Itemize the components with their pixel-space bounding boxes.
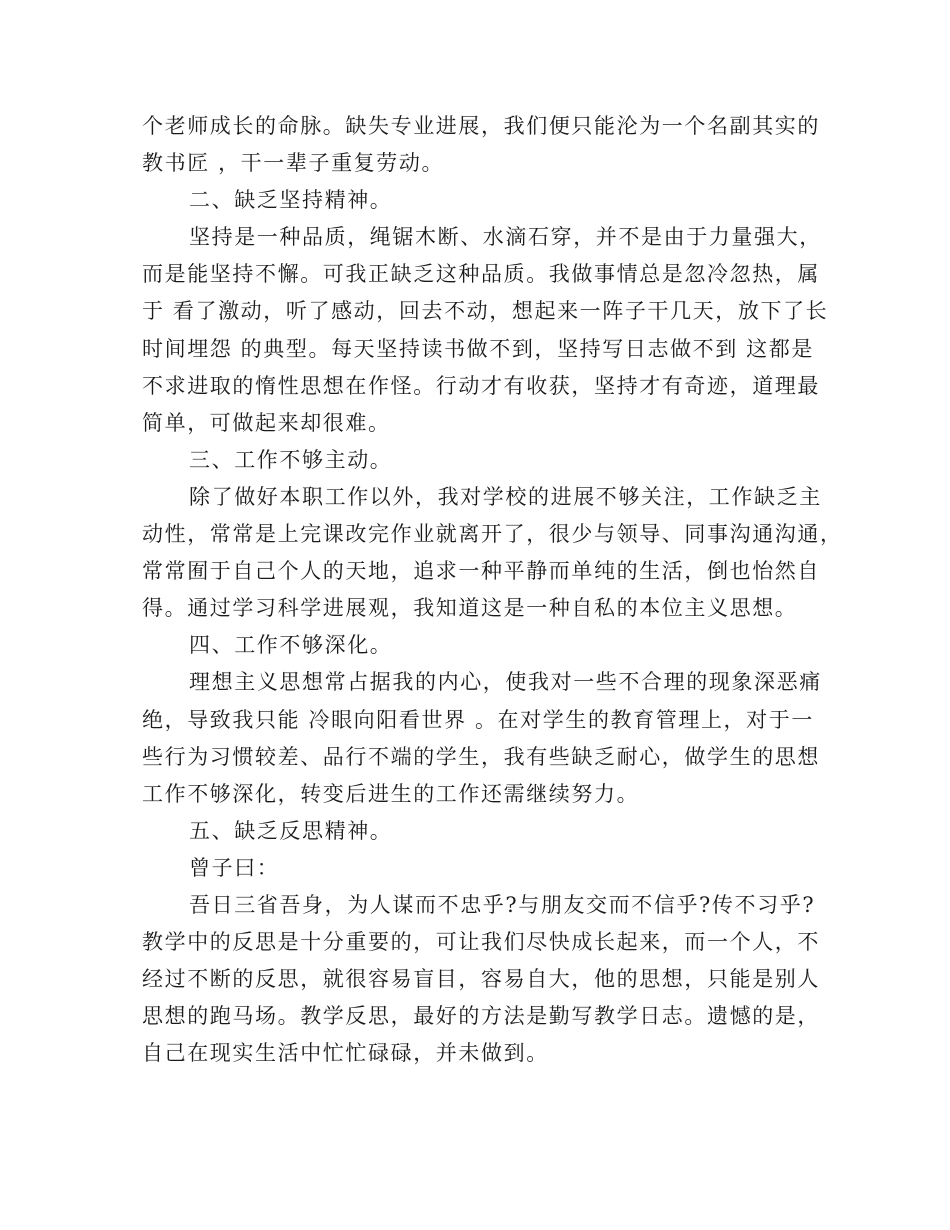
section-heading: 五、缺乏反思精神。 xyxy=(189,818,393,843)
text-line: 自己在现实生活中忙忙碌碌，并未做到。 xyxy=(142,1041,549,1066)
text-line: 曾子曰： xyxy=(189,855,280,880)
text-line: 绝，导致我只能 冷眼向阳看世界 。在对学生的教育管理上，对于一 xyxy=(142,707,814,732)
section-heading: 二、缺乏坚持精神。 xyxy=(189,188,393,213)
quote-line: 吾日三省吾身，为人谋而不忠乎?与朋友交而不信乎?传不习乎? xyxy=(189,892,816,917)
text-line: 些行为习惯较差、品行不端的学生，我有些缺乏耐心，做学生的思想 xyxy=(142,744,820,769)
text-line: 教学中的反思是十分重要的，可让我们尽快成长起来，而一个人，不 xyxy=(142,930,820,955)
text-line: 动性，常常是上完课改完作业就离开了，很少与领导、同事沟通沟通， xyxy=(142,522,843,547)
text-line: 而是能坚持不懈。可我正缺乏这种品质。我做事情总是忽冷忽热，属 xyxy=(142,262,820,287)
section-heading: 三、工作不够主动。 xyxy=(189,447,393,472)
text-line: 思想的跑马场。教学反思，最好的方法是勤写教学日志。遗憾的是， xyxy=(142,1004,820,1029)
text-line: 工作不够深化，转变后进生的工作还需继续努力。 xyxy=(142,781,640,806)
text-line: 于 看了激动，听了感动，回去不动，想起来一阵子干几天，放下了长 xyxy=(142,299,829,324)
text-line: 得。通过学习科学进展观，我知道这是一种自私的本位主义思想。 xyxy=(142,596,798,621)
text-line: 除了做好本职工作以外，我对学校的进展不够关注，工作缺乏主 xyxy=(189,484,822,509)
text-line: 时间埋怨 的典型。每天坚持读书做不到，坚持写日志做不到 这都是 xyxy=(142,336,814,361)
text-line: 个老师成长的命脉。缺失专业进展，我们便只能沦为一个名副其实的 xyxy=(142,114,820,138)
text-line: 不求进取的惰性思想在作怪。行动才有收获，坚持才有奇迹，道理最 xyxy=(142,373,820,398)
text-line: 简单，可做起来却很难。 xyxy=(142,410,391,435)
text-line: 经过不断的反思，就很容易盲目，容易自大，他的思想，只能是别人 xyxy=(142,967,820,992)
document-body xyxy=(142,108,843,1072)
text-line: 常常囿于自己个人的天地，追求一种平静而单纯的生活，倒也怡然自 xyxy=(142,559,820,584)
section-heading: 四、工作不够深化。 xyxy=(189,633,393,658)
text-line: 理想主义思想常占据我的内心，使我对一些不合理的现象深恶痛 xyxy=(189,670,822,695)
text-line: 坚持是一种品质，绳锯木断、水滴石穿，并不是由于力量强大， xyxy=(189,225,822,250)
text-line: 教书匠 ，干一辈子重复劳动。 xyxy=(142,151,445,176)
